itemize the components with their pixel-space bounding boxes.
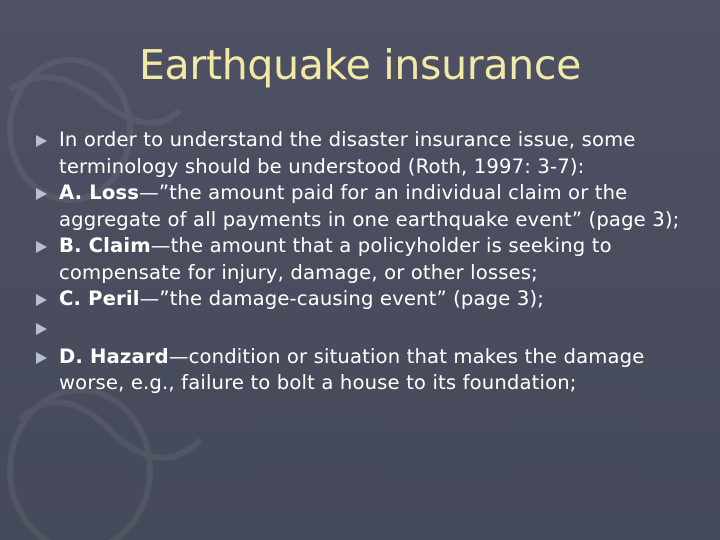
bullet-item-peril (36, 286, 696, 313)
bullet-definition: —”the amount paid for an individual claim or the aggregate of all payments in one earthquake event” (page 3); (59, 181, 680, 231)
bullet-list (36, 127, 696, 397)
bullet-term: D. Hazard (59, 344, 169, 368)
bullet-item-hazard (36, 344, 696, 397)
slide-title: Earthquake insurance (138, 41, 582, 89)
bullet-item-empty (36, 313, 696, 344)
triangle-arrow-right-icon (36, 352, 47, 364)
triangle-arrow-right-icon (36, 188, 47, 200)
bullet-item-loss (36, 180, 696, 233)
bullet-definition: —condition or situation that makes the damage worse, e.g., failure to bolt a house to its foundation; (59, 344, 645, 394)
bullet-item-intro (36, 127, 696, 180)
triangle-arrow-right-icon (36, 241, 47, 253)
triangle-arrow-right-icon (36, 323, 47, 335)
bullet-item-claim (36, 233, 696, 286)
bullet-definition: —”the damage-causing event” (page 3); (139, 287, 545, 310)
bullet-text: In order to understand the disaster insurance issue, some terminology should be understood (Roth, 1997: 3-7): (59, 128, 636, 178)
bullet-term: C. Peril (59, 287, 140, 310)
bullet-term: A. Loss (59, 181, 140, 204)
bullet-term: B. Claim (59, 234, 151, 257)
triangle-arrow-right-icon (36, 135, 47, 147)
bullet-definition: —the amount that a policyholder is seeking to compensate for injury, damage, or other losses; (59, 234, 612, 284)
triangle-arrow-right-icon (36, 294, 47, 306)
